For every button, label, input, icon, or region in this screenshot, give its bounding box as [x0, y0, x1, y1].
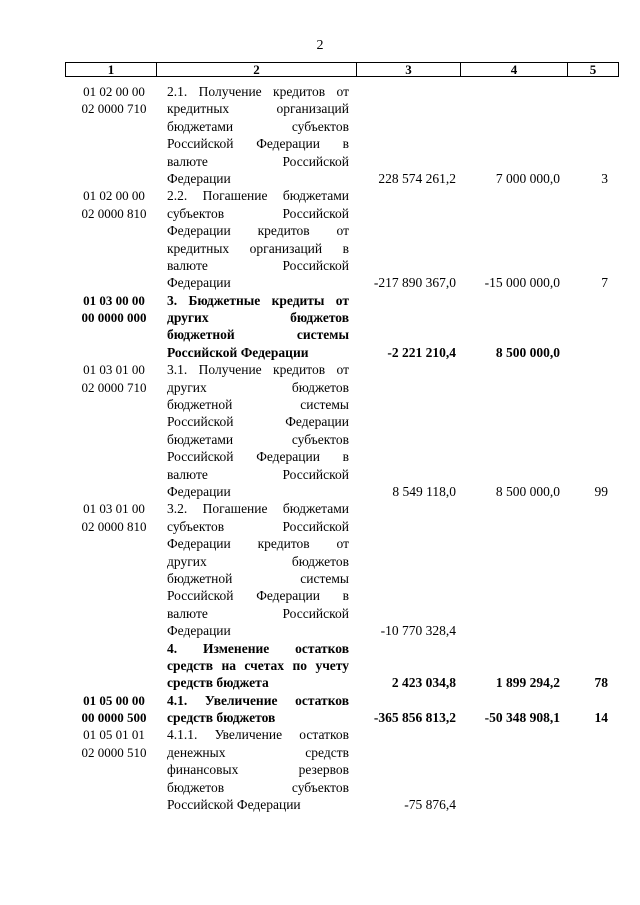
- item-description: [167, 726, 349, 813]
- description-line: валюте Российской: [167, 466, 349, 482]
- value-col-4: -15 000 000,0: [484, 275, 560, 291]
- table-row: [0, 692, 640, 727]
- table-header: [65, 62, 619, 77]
- table-row: [0, 726, 640, 813]
- budget-code-line: 01 03 01 00: [83, 362, 145, 378]
- item-description: [167, 500, 349, 639]
- description-line: кредитных организаций в: [167, 240, 349, 256]
- value-col-3: -2 221 210,4: [387, 344, 456, 360]
- description-line: других бюджетов: [167, 379, 349, 395]
- description-line: валюте Российской: [167, 153, 349, 169]
- description-line: бюджетной системы: [167, 327, 349, 343]
- budget-code-line: 02 0000 810: [81, 518, 147, 534]
- description-line: валюте Российской: [167, 605, 349, 621]
- budget-code: [72, 292, 156, 327]
- description-line: 3.1. Получение кредитов от: [167, 362, 349, 378]
- description-line: финансовых резервов: [167, 762, 349, 778]
- value-col-5: 7: [601, 275, 608, 291]
- budget-code-line: 00 0000 500: [81, 710, 147, 726]
- header-col-3: 3: [405, 62, 412, 77]
- description-line: бюджетами субъектов: [167, 118, 349, 134]
- description-line: Федерации: [167, 623, 231, 639]
- value-col-3: 2 423 034,8: [391, 675, 456, 691]
- description-line: 2.2. Погашение бюджетами: [167, 188, 349, 204]
- budget-code-line: 01 03 00 00: [83, 292, 145, 308]
- description-line: Федерации кредитов от: [167, 536, 349, 552]
- description-line: Федерации: [167, 170, 231, 186]
- header-col-1: 1: [107, 62, 115, 77]
- budget-code: [72, 83, 156, 118]
- value-col-4: 1 899 294,2: [495, 675, 560, 691]
- description-line: средств на счетах по учету: [167, 657, 349, 673]
- value-col-5: 3: [601, 170, 608, 186]
- description-line: средств бюджетов: [167, 710, 276, 726]
- value-col-3: -10 770 328,4: [380, 623, 456, 639]
- budget-code-line: 02 0000 510: [81, 744, 147, 760]
- table-row: [0, 640, 640, 692]
- budget-code-line: 01 02 00 00: [83, 188, 145, 204]
- value-col-3: 228 574 261,2: [378, 170, 456, 186]
- value-col-3: 8 549 118,0: [392, 483, 456, 499]
- value-col-5: 99: [594, 483, 608, 499]
- description-line: субъектов Российской: [167, 518, 349, 534]
- budget-code-line: 01 02 00 00: [83, 84, 145, 99]
- value-col-3: -75 876,4: [404, 797, 456, 813]
- item-description: [167, 83, 349, 187]
- budget-code-line: 02 0000 710: [81, 101, 147, 117]
- budget-code: [72, 500, 156, 535]
- table-body: [0, 83, 640, 813]
- description-line: других бюджетов: [167, 310, 349, 326]
- description-line: Федерации: [167, 275, 231, 291]
- table-row: [0, 83, 640, 187]
- budget-code-line: 01 05 00 00: [83, 692, 145, 708]
- description-line: бюджетной системы: [167, 397, 349, 413]
- item-description: [167, 640, 349, 692]
- value-col-3: -217 890 367,0: [373, 275, 456, 291]
- page-number: 2: [316, 38, 324, 53]
- description-line: Федерации: [167, 483, 231, 499]
- budget-code-line: 01 03 01 00: [83, 501, 145, 517]
- description-line: кредитных организаций: [167, 101, 349, 117]
- description-line: других бюджетов: [167, 553, 349, 569]
- description-line: 4. Изменение остатков: [167, 640, 349, 656]
- table-row: [0, 361, 640, 500]
- value-col-4: -50 348 908,1: [484, 710, 560, 726]
- budget-code-line: 00 0000 000: [81, 310, 147, 326]
- header-col-5: 5: [589, 62, 597, 77]
- value-col-3: -365 856 813,2: [373, 710, 456, 726]
- description-line: бюджетов субъектов: [167, 779, 349, 795]
- description-line: Российской Федерации: [167, 414, 349, 430]
- budget-code-line: 01 05 01 01: [83, 727, 145, 743]
- value-col-4: 8 500 000,0: [495, 483, 560, 499]
- table-row: [0, 500, 640, 639]
- description-line: денежных средств: [167, 744, 349, 760]
- budget-code: [72, 692, 156, 727]
- description-line: валюте Российской: [167, 257, 349, 273]
- description-line: Российской Федерации: [167, 797, 301, 813]
- budget-code-line: 02 0000 810: [81, 205, 147, 221]
- table-row: [0, 187, 640, 291]
- budget-code: [72, 361, 156, 396]
- item-description: [167, 187, 349, 291]
- description-line: бюджетами субъектов: [167, 431, 349, 447]
- description-line: 3.2. Погашение бюджетами: [167, 501, 349, 517]
- budget-code-line: 02 0000 710: [81, 379, 147, 395]
- description-line: 3. Бюджетные кредиты от: [167, 292, 349, 308]
- header-col-2: 2: [253, 62, 260, 77]
- description-line: 4.1.1. Увеличение остатков: [167, 727, 349, 743]
- description-line: Российской Федерации: [167, 344, 309, 360]
- description-line: средств бюджета: [167, 675, 269, 691]
- budget-code: [72, 187, 156, 222]
- description-line: 4.1. Увеличение остатков: [167, 692, 349, 708]
- description-line: 2.1. Получение кредитов от: [167, 84, 349, 99]
- value-col-5: 14: [594, 710, 608, 726]
- budget-code: [72, 726, 156, 761]
- item-description: [167, 692, 349, 727]
- description-line: Федерации кредитов от: [167, 223, 349, 239]
- description-line: Российской Федерации в: [167, 588, 349, 604]
- header-col-4: 4: [510, 62, 518, 77]
- description-line: Российской Федерации в: [167, 136, 349, 152]
- value-col-5: 78: [594, 675, 608, 691]
- description-line: бюджетной системы: [167, 570, 349, 586]
- item-description: [167, 361, 349, 500]
- table-row: [0, 292, 640, 362]
- item-description: [167, 292, 349, 362]
- description-line: субъектов Российской: [167, 205, 349, 221]
- value-col-4: 8 500 000,0: [495, 344, 560, 360]
- description-line: Российской Федерации в: [167, 449, 349, 465]
- value-col-4: 7 000 000,0: [495, 170, 560, 186]
